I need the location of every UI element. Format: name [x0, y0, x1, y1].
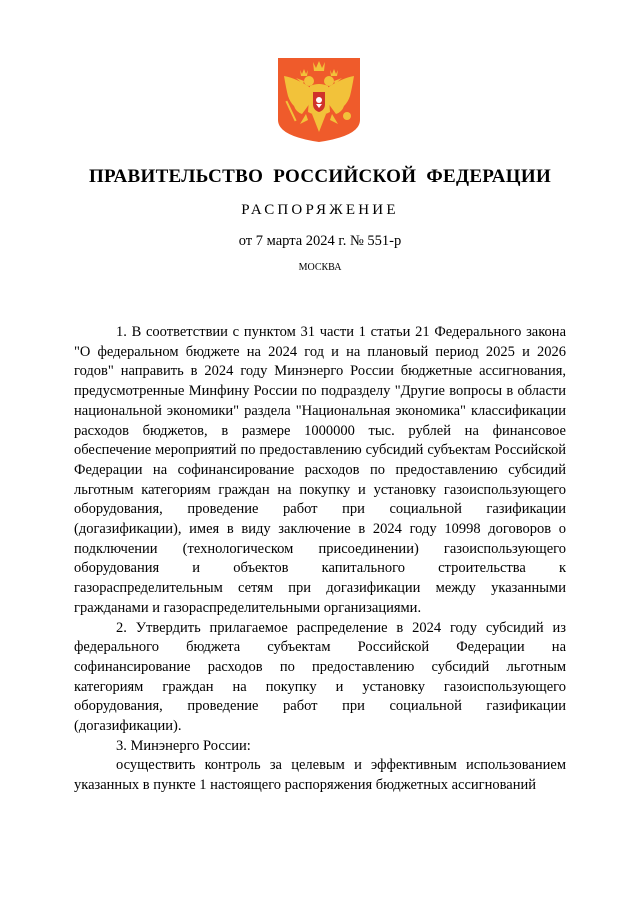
document-city: МОСКВА — [298, 262, 342, 273]
document-type: РАСПОРЯЖЕНИЕ — [241, 202, 399, 218]
paragraph-3-subitem: осуществить контроль за целевым и эффективным использованием указанных в пункте 1 настоящего распоряжения бюджетных ассигнований — [74, 757, 566, 794]
paragraph-3: 3. Минэнерго России: — [116, 737, 251, 754]
government-title: ПРАВИТЕЛЬСТВО РОССИЙСКОЙ ФЕДЕРАЦИИ — [88, 166, 552, 187]
russian-coat-of-arms-icon — [276, 56, 362, 144]
paragraph-2: 2. Утвердить прилагаемое распределение в 2024 году субсидий из федерального бюджета субъектам Российской Федерации на софинансирование расходов по предоставлению субсидий льготным категориям граждан на покупку и установку газоиспользующего оборудования, проведение работ при социальной газификации (догазификации). — [74, 619, 566, 735]
document-body — [74, 323, 566, 796]
document-date-number: от 7 марта 2024 г. № 551-р — [238, 233, 402, 249]
paragraph-1: 1. В соответствии с пунктом 31 части 1 статьи 21 Федерального закона "О федеральном бюджете на 2024 год и на плановый период 2025 и 2026 годов" направить в 2024 году Минэнерго России бюджетные ассигнования, предусмотренные Минфину России по подразделу "Другие вопросы в области национальной экономики" раздела "Национальная экономика" классификации расходов бюджетов, в размере 1000000 тыс. рублей на финансовое обеспечение мероприятий по предоставлению субсидий субъектам Российской Федерации на софинансирование расходов по предоставлению субсидий льготным категориям граждан на покупку и установку газоиспользующего оборудования, проведение работ при социальной газификации (догазификации), имея в виду заключение в 2024 году 10998 договоров о подключении (технологическом присоединении) газоиспользующего оборудования и объектов капитального строительства к газораспределительным сетям при догазификации между указанными гражданами и газораспределительными организациями. — [74, 324, 566, 616]
